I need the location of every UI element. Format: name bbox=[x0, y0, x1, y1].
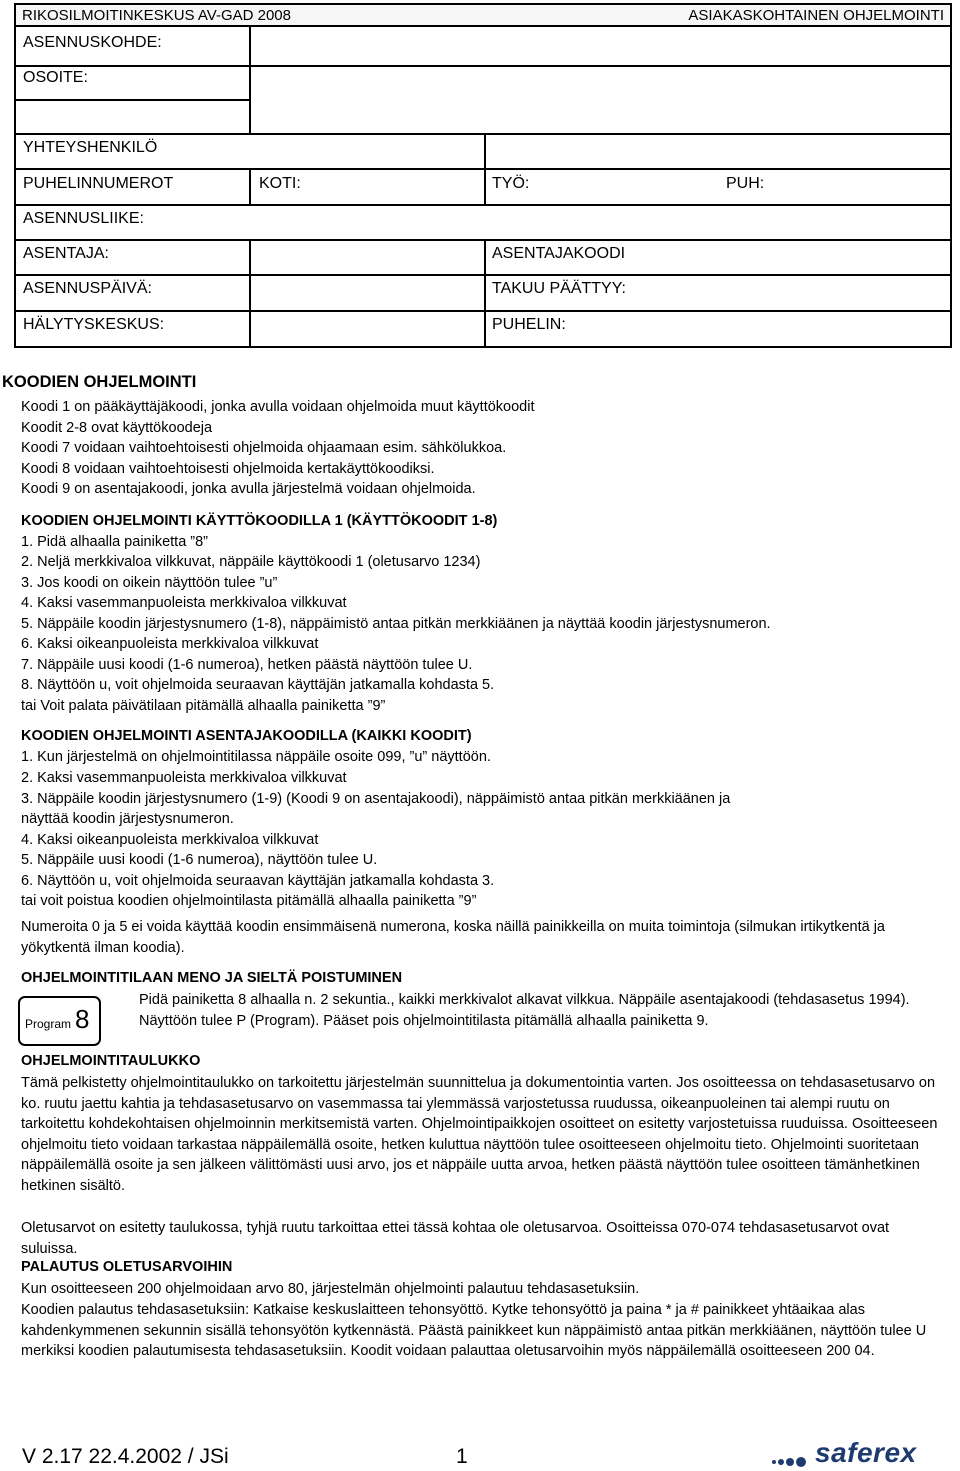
version-text: V 2.17 22.4.2002 / JSi bbox=[22, 1445, 229, 1468]
step-line: 8. Näyttöön u, voit ohjelmoida seuraavan käyttäjän jatkamalla kohdasta 5. bbox=[21, 677, 495, 693]
step-line: 5. Näppäile uusi koodi (1-6 numeroa), näyttöön tulee U. bbox=[21, 852, 378, 868]
label-puh: PUH: bbox=[726, 175, 765, 192]
koodien-line: Koodi 7 voidaan vaihtoehtoisesti ohjelmoida ohjaamaan esim. sähkölukkoa. bbox=[21, 440, 507, 456]
palautus-paragraph: Kun osoitteeseen 200 ohjelmoidaan arvo 80, järjestelmän ohjelmointi palautuu tehdasasetuksiin. bbox=[21, 1281, 640, 1297]
koodien-line: Koodi 8 voidaan vaihtoehtoisesti ohjelmoida kertakäyttökoodiksi. bbox=[21, 461, 435, 477]
label-asennuspaiva: ASENNUSPÄIVÄ: bbox=[23, 280, 152, 297]
step-line: 3. Jos koodi on oikein näyttöön tulee ”u” bbox=[21, 575, 278, 591]
label-asentajakoodi: ASENTAJAKOODI bbox=[492, 245, 626, 262]
label-puhelinnumerot: PUHELINNUMEROT bbox=[23, 175, 174, 192]
step-line: tai Voit palata päivätilaan pitämällä alhaalla painiketta ”9” bbox=[21, 698, 386, 714]
section-title-asentajakoodilla: KOODIEN OHJELMOINTI ASENTAJAKOODILLA (KAIKKI KOODIT) bbox=[21, 728, 472, 744]
program-number: 8 bbox=[75, 1004, 90, 1034]
note-paragraph: Numeroita 0 ja 5 ei voida käyttää koodin ensimmäisenä numerona, koska näillä painikkeilla on muita toimintoja (silmukan irtikytkentä ja yökytkentä ilman koodia). bbox=[21, 919, 885, 956]
step-line: 1. Kun järjestelmä on ohjelmointitilassa näppäile osoite 099, ”u” näyttöön. bbox=[21, 749, 491, 765]
step-line: 5. Näppäile koodin järjestysnumero (1-8), näppäimistö antaa pitkän merkkiäänen ja näyttää koodin järjestysnumeron. bbox=[21, 616, 771, 632]
logo-dots-icon bbox=[772, 1453, 808, 1471]
step-line: 3. Näppäile koodin järjestysnumero (1-9) (Koodi 9 on asentajakoodi), näppäimistö antaa pitkän merkkiäänen ja bbox=[21, 791, 731, 807]
koodien-line: Koodi 9 on asentajakoodi, jonka avulla järjestelmä voidaan ohjelmoida. bbox=[21, 481, 476, 497]
step-line: 4. Kaksi vasemmanpuoleista merkkivaloa vilkkuvat bbox=[21, 595, 347, 611]
section-title-kayttokoodilla: KOODIEN OHJELMOINTI KÄYTTÖKOODILLA 1 (KÄYTTÖKOODIT 1-8) bbox=[21, 513, 498, 529]
header-right: ASIAKASKOHTAINEN OHJELMOINTI bbox=[688, 7, 944, 24]
step-line: 7. Näppäile uusi koodi (1-6 numeroa), hetken päästä näyttöön tulee U. bbox=[21, 657, 473, 673]
program-8-key bbox=[18, 996, 101, 1046]
document-header bbox=[14, 3, 952, 27]
koodien-line: Koodi 1 on pääkäyttäjäkoodi, jonka avulla voidaan ohjelmoida muut käyttökoodit bbox=[21, 399, 535, 415]
label-asentaja: ASENTAJA: bbox=[23, 245, 109, 262]
customer-form bbox=[14, 27, 952, 348]
step-line: 1. Pidä alhaalla painiketta ”8” bbox=[21, 534, 209, 550]
label-yhteyshenkilo: YHTEYSHENKILÖ bbox=[23, 139, 158, 156]
meno-paragraph: Pidä painiketta 8 alhaalla n. 2 sekuntia., kaikki merkkivalot alkavat vilkkua. Näppäile asentajakoodi (tehdasasetus 1994). Näyttöön tulee P (Program). Pääset pois ohjelmointitilasta pitämällä alhaalla painiketta 9. bbox=[139, 992, 910, 1029]
section-title-meno: OHJELMOINTITILAAN MENO JA SIELTÄ POISTUMINEN bbox=[21, 970, 403, 986]
step-line: 2. Kaksi vasemmanpuoleista merkkivaloa vilkkuvat bbox=[21, 770, 347, 786]
label-asennuskohde: ASENNUSKOHDE: bbox=[23, 34, 162, 51]
taulukko-paragraph: Tämä pelkistetty ohjelmointitaulukko on tarkoitettu järjestelmän suunnittelua ja dokumentointia varten. Jos osoitteessa on tehdasasetusarvo on ko. ruutu jaettu kahtia ja tehdasasetusarvo on vasemmassa tai ylemmässä varjostetussa ruudussa, oikeanpuoleinen tai alempi ruutu on tarkoitettu kohdekohtaisen ohjelmoinnin merkitsemistä varten. Ohjelmointipaikkojen osoitteet on esitetty varjostetuissa ruuduissa. Osoitteeseen ohjelmoitu tieto voidaan tarkastaa näppäilemällä osoite, hetken kuluttua näyttöön tulee osoitteeseen ohjelmoitu tieto. Ohjelmointi suoritetaan näppäilemällä osoite ja sen jälkeen välittömästi uusi arvo, jos et näppäile uutta arvoa, hetken päästä näyttöön tulee osoitteen tämänhetkinen hetkinen sisältö. bbox=[21, 1075, 938, 1194]
section-title-palautus: PALAUTUS OLETUSARVOIHIN bbox=[21, 1259, 233, 1275]
taulukko-paragraph: Oletusarvot on esitetty taulukossa, tyhjä ruutu tarkoittaa ettei tässä kohtaa ole oletusarvoa. Osoitteissa 070-074 tehdasasetusarvot ovat suluissa. bbox=[21, 1220, 890, 1257]
label-tyo: TYÖ: bbox=[492, 175, 530, 192]
page-number: 1 bbox=[456, 1445, 468, 1468]
step-line: 6. Näyttöön u, voit ohjelmoida seuraavan käyttäjän jatkamalla kohdasta 3. bbox=[21, 873, 495, 889]
step-line: 6. Kaksi oikeanpuoleista merkkivaloa vilkkuvat bbox=[21, 636, 319, 652]
section-title-koodien: KOODIEN OHJELMOINTI bbox=[2, 373, 197, 391]
label-halytyskeskus: HÄLYTYSKESKUS: bbox=[23, 316, 165, 333]
label-takuu: TAKUU PÄÄTTYY: bbox=[492, 280, 626, 297]
label-asennusliike: ASENNUSLIIKE: bbox=[23, 210, 144, 227]
palautus-paragraph: Koodien palautus tehdasasetuksiin: Katkaise keskuslaitteen tehonsyöttö. Kytke tehonsyöttö ja paina * ja # painikkeet yhtäaikaa alas kahdenkymmenen sekunnin sisällä tehonsyötön kytkennästä. Päästä painikkeet kun näppäimistö antaa pitkän merkkiäänen, näyttöön tulee U merkiksi koodien palautumisesta tehdasasetuksiin. Koodit voidaan palauttaa oletusarvoihin myös näppäilemällä osoitteeseen 200 04. bbox=[21, 1302, 927, 1360]
label-puhelin: PUHELIN: bbox=[492, 316, 566, 333]
koodien-line: Koodit 2-8 ovat käyttökoodeja bbox=[21, 420, 213, 436]
step-line: 2. Neljä merkkivaloa vilkkuvat, näppäile käyttökoodi 1 (oletusarvo 1234) bbox=[21, 554, 481, 570]
label-koti: KOTI: bbox=[259, 175, 301, 192]
program-label: Program bbox=[25, 1017, 72, 1031]
step-line: näyttää koodin järjestysnumeron. bbox=[21, 811, 234, 827]
saferex-logo: saferex bbox=[815, 1437, 917, 1468]
header-left: RIKOSILMOITINKESKUS AV-GAD 2008 bbox=[22, 7, 291, 24]
label-osoite: OSOITE: bbox=[23, 69, 88, 86]
step-line: 4. Kaksi oikeanpuoleista merkkivaloa vilkkuvat bbox=[21, 832, 319, 848]
step-line: tai voit poistua koodien ohjelmointilasta pitämällä alhaalla painiketta ”9” bbox=[21, 893, 477, 909]
section-title-taulukko: OHJELMOINTITAULUKKO bbox=[21, 1053, 201, 1069]
